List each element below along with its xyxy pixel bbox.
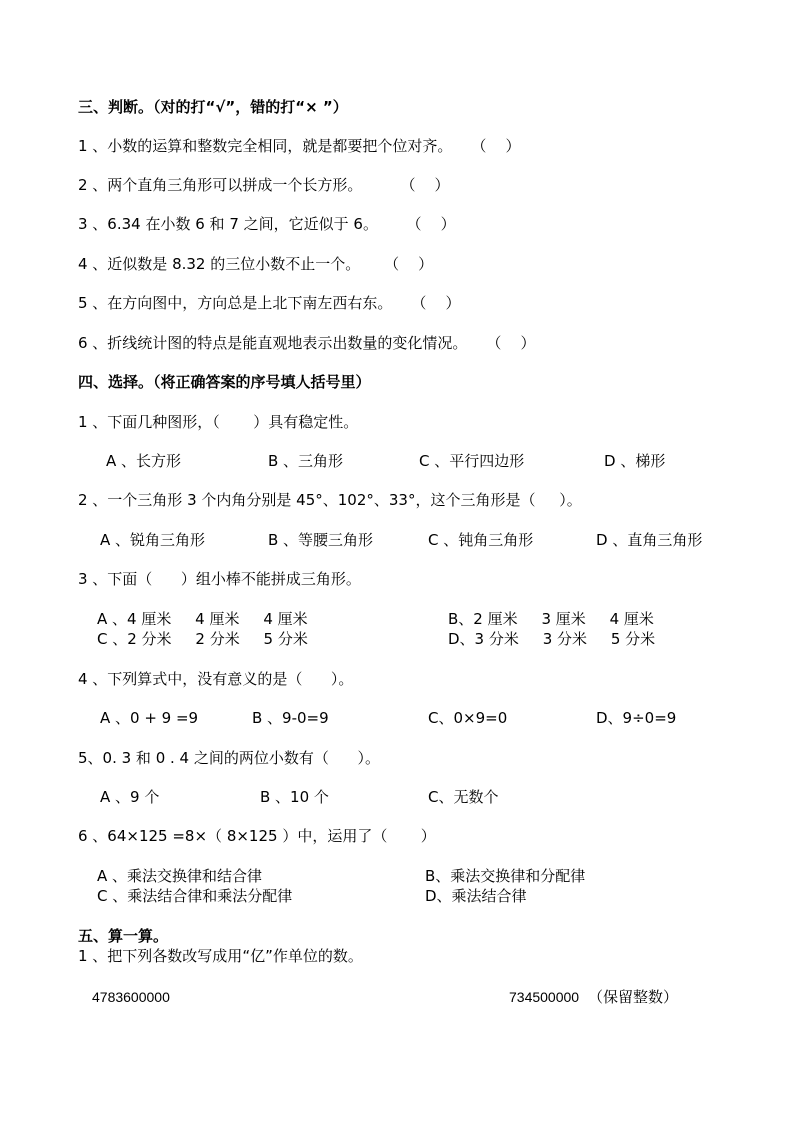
choice-q3-stem: 3 、下面（ ）组小棒不能拼成三角形。 — [78, 570, 361, 588]
choice-q2-option-b: B 、等腰三角形 — [268, 531, 374, 549]
judge-item-4: 4 、近似数是 8.32 的三位小数不止一个。 （ ） — [78, 255, 434, 273]
choice-q4-stem: 4 、下列算式中，没有意义的是（ ）。 — [78, 670, 354, 688]
choice-q1-option-c: C 、平行四边形 — [419, 452, 525, 470]
number-2: 734500000 — [509, 989, 580, 1005]
choice-q1-stem: 1 、下面几种图形，（ ）具有稳定性。 — [78, 413, 359, 431]
choice-q6-option-c: C 、乘法结合律和乘法分配律 — [97, 887, 293, 905]
choice-q6-option-b: B、乘法交换律和分配律 — [425, 867, 586, 885]
choice-q3-option-a: A 、4 厘米 4 厘米 4 厘米 — [97, 610, 308, 628]
choice-q3-option-b: B、2 厘米 3 厘米 4 厘米 — [448, 610, 654, 628]
judge-item-1: 1 、小数的运算和整数完全相同，就是都要把个位对齐。 （ ） — [78, 137, 521, 155]
choice-q4-option-d: D、9÷0=9 — [596, 709, 677, 727]
choice-q4-option-b: B 、9-0=9 — [252, 709, 329, 727]
choice-q3-option-d: D、3 分米 3 分米 5 分米 — [448, 630, 656, 648]
choice-q4-option-a: A 、0 + 9 =9 — [100, 709, 199, 727]
section-5-title: 五、算一算。 — [78, 927, 169, 945]
judge-item-2: 2 、两个直角三角形可以拼成一个长方形。 （ ） — [78, 176, 450, 194]
rounding-note: （保留整数） — [588, 988, 679, 1006]
calc-q1-stem: 1 、把下列各数改写成用“亿”作单位的数。 — [78, 947, 363, 965]
choice-q6-stem: 6 、64×125 =8×（ 8×125 ）中，运用了（ ） — [78, 827, 436, 845]
choice-q2-option-a: A 、锐角三角形 — [100, 531, 206, 549]
choice-q2-stem: 2 、一个三角形 3 个内角分别是 45°、102°、33°，这个三角形是（ ）。 — [78, 491, 582, 509]
choice-q5-option-a: A 、9 个 — [100, 788, 160, 806]
choice-q6-option-a: A 、乘法交换律和结合律 — [97, 867, 263, 885]
choice-q1-option-d: D 、梯形 — [604, 452, 666, 470]
choice-q2-option-c: C 、钝角三角形 — [428, 531, 534, 549]
choice-q5-option-b: B 、10 个 — [260, 788, 329, 806]
choice-q3-option-c: C 、2 分米 2 分米 5 分米 — [97, 630, 308, 648]
choice-q1-option-a: A 、长方形 — [106, 452, 182, 470]
judge-item-5: 5 、在方向图中，方向总是上北下南左西右东。 （ ） — [78, 294, 461, 312]
judge-item-3: 3 、6.34 在小数 6 和 7 之间，它近似于 6。 （ ） — [78, 215, 456, 233]
choice-q5-option-c: C、无数个 — [428, 788, 499, 806]
choice-q6-option-d: D、乘法结合律 — [425, 887, 527, 905]
section-3-title: 三、判断。（对的打“√”，错的打“× ”） — [78, 98, 348, 116]
section-4-title: 四、选择。（将正确答案的序号填人括号里） — [78, 373, 371, 391]
choice-q1-option-b: B 、三角形 — [268, 452, 344, 470]
choice-q4-option-c: C、0×9=0 — [428, 709, 508, 727]
number-1: 4783600000 — [92, 989, 170, 1005]
judge-item-6: 6 、折线统计图的特点是能直观地表示出数量的变化情况。 （ ） — [78, 334, 536, 352]
choice-q5-stem: 5、0. 3 和 0 . 4 之间的两位小数有（ ）。 — [78, 749, 380, 767]
choice-q2-option-d: D 、直角三角形 — [596, 531, 703, 549]
